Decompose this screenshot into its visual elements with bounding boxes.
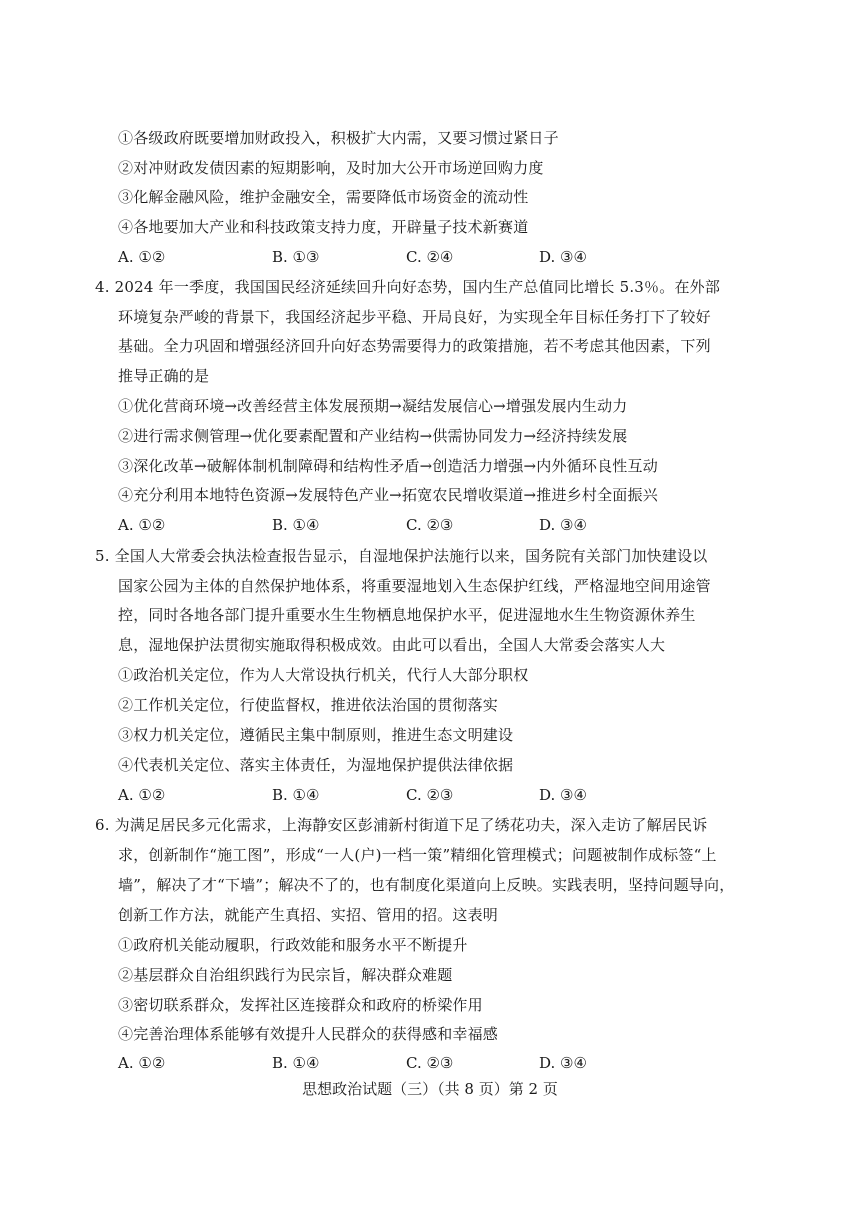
q5-stem-line-3: 控，同时各地各部门提升重要水生生物栖息地保护水平，促进湿地水生生物资源休养生 — [118, 606, 696, 624]
q3-option-a: A. ①② — [118, 248, 166, 266]
q6-option-d: D. ③④ — [539, 1054, 587, 1072]
q3-item-4: ④各地要加大产业和科技政策支持力度，开辟量子技术新赛道 — [118, 218, 529, 236]
q3-item-1: ①各级政府既要增加财政投入，积极扩大内需，又要习惯过紧日子 — [118, 129, 559, 147]
q5-stem-line-2: 国家公园为主体的自然保护地体系，将重要湿地划入生态保护红线，严格湿地空间用途管 — [118, 577, 711, 595]
q6-option-c: C. ②③ — [406, 1054, 454, 1072]
q5-option-a: A. ①② — [118, 786, 166, 804]
q3-option-b: B. ①③ — [272, 248, 320, 266]
q5-option-b: B. ①④ — [272, 786, 320, 804]
q4-item-4: ④充分利用本地特色资源→发展特色产业→拓宽农民增收渠道→推进乡村全面振兴 — [118, 486, 658, 504]
q6-option-b: B. ①④ — [272, 1054, 320, 1072]
q4-item-3: ③深化改革→破解体制机制障碍和结构性矛盾→创造活力增强→内外循环良性互动 — [118, 457, 658, 475]
q4-stem-line-2: 环境复杂严峻的背景下，我国经济起步平稳、开局良好，为实现全年目标任务打下了较好 — [118, 308, 711, 326]
q5-options — [0, 785, 860, 805]
q4-option-c: C. ②③ — [406, 516, 454, 534]
q4-item-1: ①优化营商环境→改善经营主体发展预期→凝结发展信心→增强发展内生动力 — [118, 397, 628, 415]
q6-option-a: A. ①② — [118, 1054, 166, 1072]
q3-item-2: ②对冲财政发债因素的短期影响，及时加大公开市场逆回购力度 — [118, 159, 544, 177]
q6-stem-line-4: 创新工作方法，就能产生真招、实招、管用的招。这表明 — [118, 906, 499, 924]
q3-option-c: C. ②④ — [406, 248, 454, 266]
q5-stem-line-4: 息，湿地保护法贯彻实施取得积极成效。由此可以看出，全国人大常委会落实人大 — [118, 636, 666, 654]
q6-stem-line-1: 6. 为满足居民多元化需求，上海静安区彭浦新村街道下足了绣花功夫，深入走访了解居民诉 — [95, 816, 708, 834]
q4-options — [0, 515, 860, 535]
q4-stem-line-3: 基础。全力巩固和增强经济回升向好态势需要得力的政策措施，若不考虑其他因素，下列 — [118, 337, 711, 355]
q4-option-a: A. ①② — [118, 516, 166, 534]
q4-option-b: B. ①④ — [272, 516, 320, 534]
q6-stem-line-2: 求，创新制作“施工图”，形成“一人(户)一档一策”精细化管理模式；问题被制作成标签“上 — [118, 846, 717, 864]
q5-stem-line-1: 5. 全国人大常委会执法检查报告显示，自湿地保护法施行以来，国务院有关部门加快建设以 — [95, 547, 708, 565]
q3-option-d: D. ③④ — [539, 248, 587, 266]
q6-item-2: ②基层群众自治组织践行为民宗旨，解决群众难题 — [118, 966, 453, 984]
q5-item-3: ③权力机关定位，遵循民主集中制原则，推进生态文明建设 — [118, 726, 514, 744]
q6-item-1: ①政府机关能动履职，行政效能和服务水平不断提升 — [118, 936, 468, 954]
q3-options — [0, 247, 860, 267]
q4-item-2: ②进行需求侧管理→优化要素配置和产业结构→供需协同发力→经济持续发展 — [118, 427, 628, 445]
q6-item-4: ④完善治理体系能够有效提升人民群众的获得感和幸福感 — [118, 1025, 499, 1043]
q5-option-d: D. ③④ — [539, 786, 587, 804]
q5-item-4: ④代表机关定位、落实主体责任，为湿地保护提供法律依据 — [118, 756, 514, 774]
q5-option-c: C. ②③ — [406, 786, 454, 804]
q5-item-1: ①政治机关定位，作为人大常设执行机关，代行人大部分职权 — [118, 666, 529, 684]
q4-option-d: D. ③④ — [539, 516, 587, 534]
q6-item-3: ③密切联系群众，发挥社区连接群众和政府的桥梁作用 — [118, 996, 483, 1014]
q6-options — [0, 1053, 860, 1073]
q5-item-2: ②工作机关定位，行使监督权，推进依法治国的贯彻落实 — [118, 696, 499, 714]
page-footer: 思想政治试题（三）（共 8 页）第 2 页 — [302, 1080, 558, 1098]
q6-stem-line-3: 墙”，解决了才“下墙”；解决不了的，也有制度化渠道向上反映。实践表明，坚持问题导向， — [118, 876, 735, 894]
q4-stem-line-4: 推导正确的是 — [118, 367, 210, 385]
q3-item-3: ③化解金融风险，维护金融安全，需要降低市场资金的流动性 — [118, 188, 529, 206]
q4-stem-line-1: 4. 2024 年一季度，我国国民经济延续回升向好态势，国内生产总值同比增长 5.3％。在外部 — [95, 278, 721, 296]
